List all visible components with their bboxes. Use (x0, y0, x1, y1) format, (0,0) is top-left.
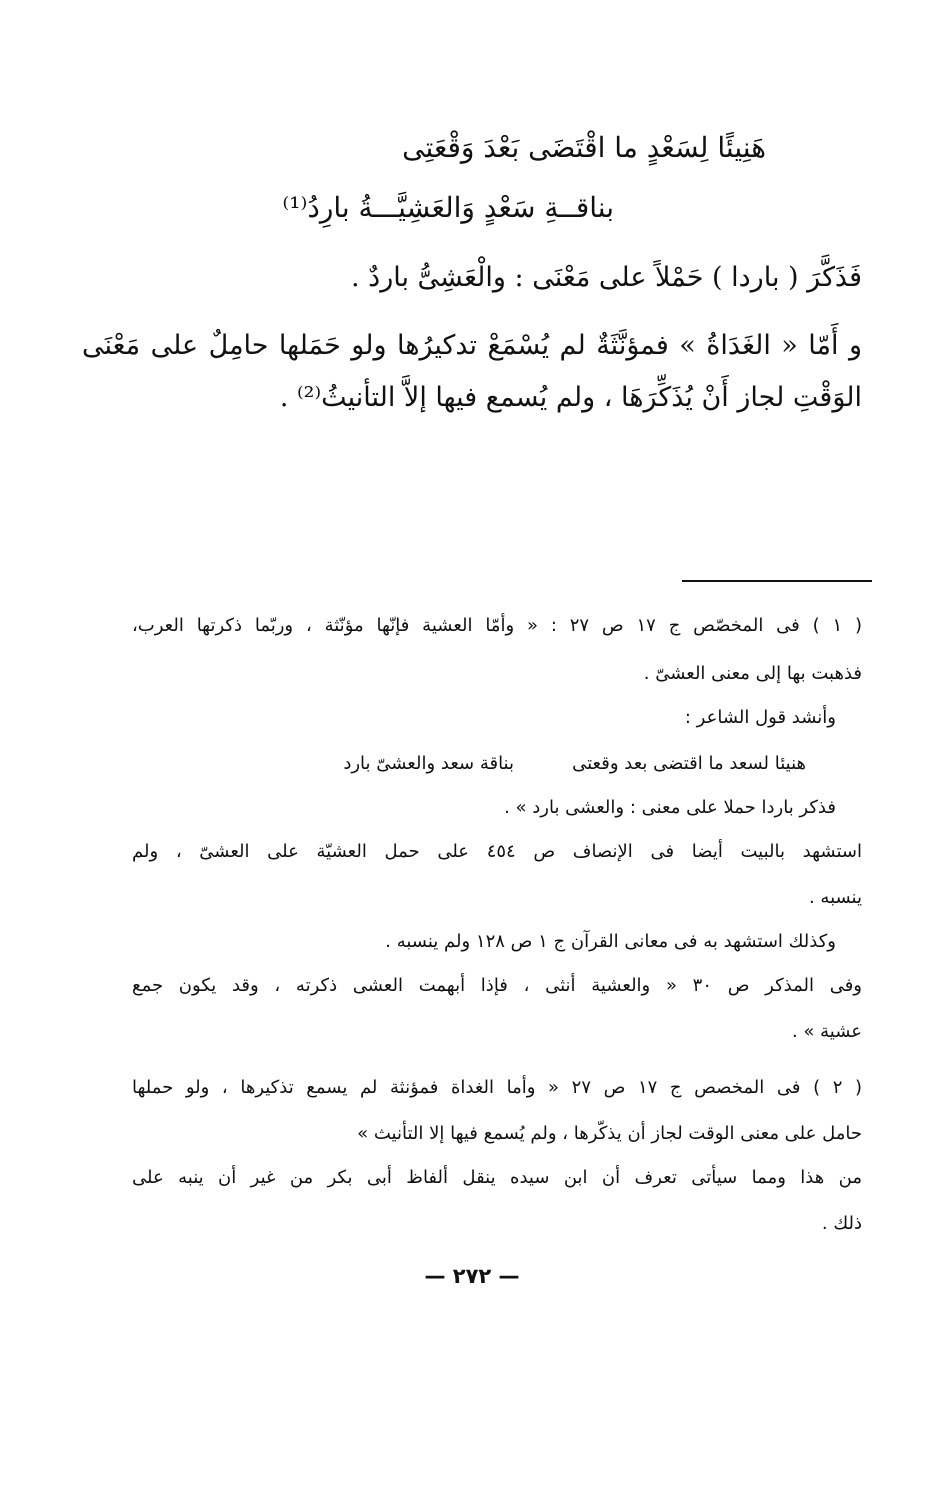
footnote-1-line-9: وفى المذكر ص ٣٠ « والعشية أنثى ، فإذا أبهمت العشى ذكرته ، وقد يكون جمع (132, 975, 862, 996)
footnote-1-line-7: ينسبه . (808, 887, 862, 908)
footnote-1-verse-b: بناقة سعد والعشىّ بارد (343, 753, 514, 774)
footnote-1-line-1: ( ١ ) فى المخصّص ج ١٧ ص ٢٧ : « وأمّا العشية فإنّها مؤنّثة ، وربّما ذكرتها العرب، (132, 615, 862, 636)
footnote-1-line-10: عشية » . (791, 1021, 862, 1042)
main-line-4: و أَمّا « الغَدَاةُ » فمؤنَّثَةٌ لم يُسْمَعْ تدكيرُها ولو حَمَلها حامِلٌ على مَعْنَى (82, 330, 862, 361)
footnote-1-line-5: فذكر باردا حملا على معنى : والعشى بارد » . (504, 797, 836, 818)
main-line-5: الوَقْتِ لجاز أَنْ يُذَكِّرَهَا ، ولم يُسمع فيها إلاَّ التأنيثُ⁽²⁾ . (279, 382, 862, 413)
verse-first-hemistich: هَنِيئًا لِسَعْدٍ ما اقْتَضَى بَعْدَ وَقْعَتِى (402, 131, 766, 164)
footnote-1-line-2: فذهبت بها إلى معنى العشىّ . (643, 663, 862, 684)
verse-second-hemistich: بناقــةِ سَعْدٍ وَالعَشِيَّـــةُ بارِدُ⁽¹⁾ (282, 191, 614, 224)
footnote-1-line-6: استشهد بالبيت أيضا فى الإنصاف ص ٤٥٤ على حمل العشيّة على العشىّ ، ولم (132, 841, 862, 862)
footnote-2-line-1: ( ٢ ) فى المخصص ج ١٧ ص ٢٧ « وأما الغداة فمؤنثة لم يسمع تذكيرها ، ولو حملها (132, 1077, 862, 1098)
footnote-2-line-4: ذلك . (821, 1213, 862, 1234)
footnote-2-line-2: حامل على معنى الوقت لجاز أن يذكّرها ، ولم يُسمع فيها إلا التأنيث » (357, 1123, 862, 1144)
footnote-2-line-3: من هذا ومما سيأتى تعرف أن ابن سيده ينقل ألفاظ أبى بكر من غير أن ينبه على (132, 1167, 862, 1188)
main-line-3: فَذَكَّرَ ( باردا ) حَمْلاً على مَعْنَى : والْعَشِىُّ باردٌ . (351, 262, 862, 293)
footnote-separator (682, 580, 872, 582)
page-number: — ٢٧٢ — (424, 1264, 520, 1288)
footnote-1-verse-a: هنيئا لسعد ما اقتضى بعد وقعتى (572, 753, 806, 774)
footnote-1-line-3: وأنشد قول الشاعر : (684, 707, 836, 728)
footnote-1-line-8: وكذلك استشهد به فى معانى القرآن ج ١ ص ١٢٨ ولم ينسبه . (385, 931, 836, 952)
